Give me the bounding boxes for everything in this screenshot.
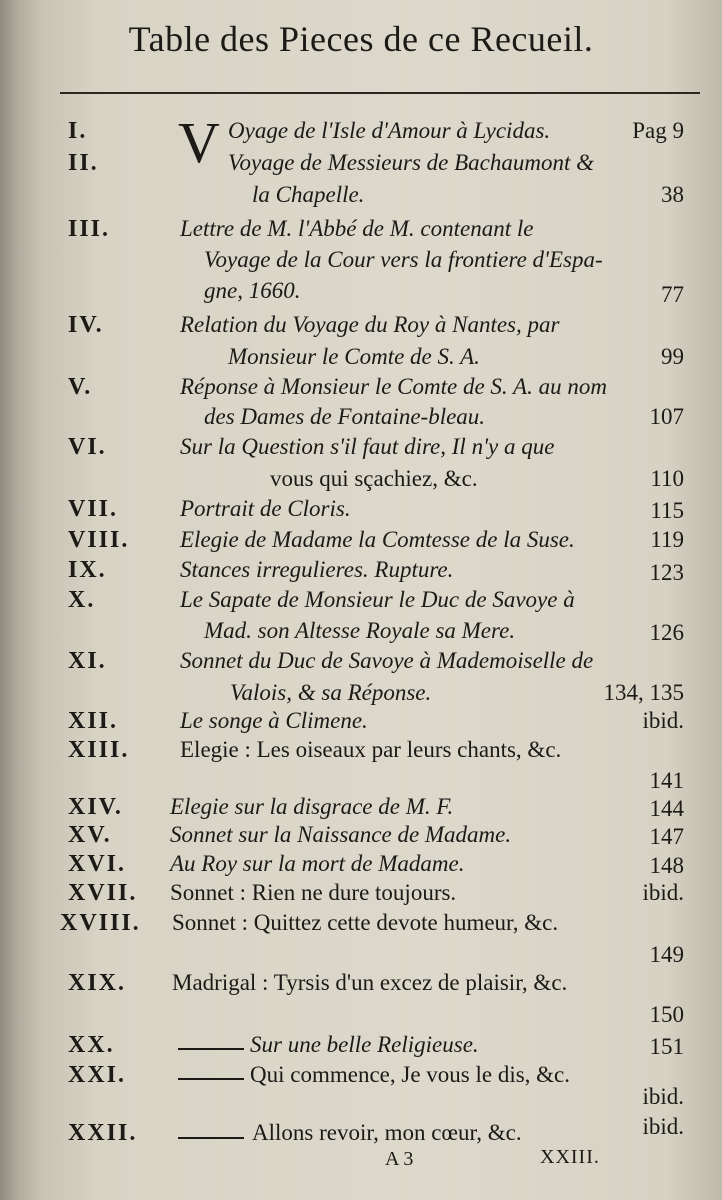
ditto-dash	[178, 1048, 244, 1050]
entry-title-line: Monsieur le Comte de S. A.	[228, 344, 480, 369]
entry-title-line: Elegie : Les oiseaux par leurs chants, &c.	[180, 737, 562, 762]
entry-number: XI.	[68, 648, 107, 674]
entry-title-line: Sonnet : Rien ne dure toujours.	[170, 880, 457, 905]
page-title: Table des Pieces de ce Recueil.	[128, 19, 594, 59]
entry-number: XX.	[68, 1032, 115, 1058]
entry-title-line: Elegie de Madame la Comtesse de la Suse.	[180, 527, 575, 552]
entry-number: X.	[68, 587, 96, 613]
entry-title-line: Sonnet sur la Naissance de Madame.	[170, 822, 512, 847]
entry-page: 151	[649, 1034, 684, 1059]
entry-title-line: Au Roy sur la mort de Madame.	[170, 851, 465, 876]
entry-number: XVI.	[68, 851, 127, 877]
entry-title-line: Allons revoir, mon cœur, &c.	[252, 1120, 522, 1145]
drop-cap: V	[178, 110, 220, 175]
entry-number: XXI.	[68, 1062, 127, 1088]
entry-number: III.	[68, 216, 111, 242]
entry-page: 147	[649, 824, 684, 849]
entry-number: VI.	[68, 434, 107, 460]
entry-title-line: Voyage de la Cour vers la frontiere d'Espa-	[204, 247, 603, 272]
entry-title-line: Sonnet : Quittez cette devote humeur, &c.	[172, 910, 559, 935]
entry-title-line: Réponse à Monsieur le Comte de S. A. au nom	[180, 374, 607, 399]
entry-title-line: Le Sapate de Monsieur le Duc de Savoye à	[180, 587, 575, 612]
entry-title-line: Le songe à Climene.	[180, 708, 368, 733]
entry-number: I.	[68, 118, 88, 144]
entry-title-line: Mad. son Altesse Royale sa Mere.	[204, 618, 516, 643]
entry-title-line: Elegie sur la disgrace de M. F.	[170, 794, 454, 819]
entry-number: VIII.	[68, 527, 130, 553]
entry-number: XIX.	[68, 970, 127, 996]
entry-page: 134, 135	[603, 680, 684, 705]
entry-number: XV.	[68, 822, 112, 848]
entry-page: 119	[650, 527, 684, 552]
entry-title-line: la Chapelle.	[252, 182, 365, 207]
entry-title-line: Stances irregulieres. Rupture.	[180, 557, 454, 582]
entry-page: 150	[649, 1002, 684, 1027]
entry-title-line: vous qui sçachiez, &c.	[270, 466, 478, 491]
entry-title-line: Valois, & sa Réponse.	[230, 680, 432, 705]
entry-title-line: Qui commence, Je vous le dis, &c.	[250, 1062, 571, 1087]
entry-number: VII.	[68, 496, 119, 522]
signature-mark: A 3	[385, 1148, 414, 1170]
entry-title-line: Sur une belle Religieuse.	[250, 1032, 479, 1057]
entry-number: IV.	[68, 312, 104, 338]
entry-title-line: Sonnet du Duc de Savoye à Mademoiselle de	[180, 648, 594, 673]
entry-page: Pag 9	[632, 118, 684, 143]
entry-title-line: Oyage de l'Isle d'Amour à Lycidas.	[228, 118, 551, 143]
entry-title-line: Relation du Voyage du Roy à Nantes, par	[180, 312, 560, 337]
entry-title-line: Madrigal : Tyrsis d'un excez de plaisir, &c.	[172, 970, 568, 995]
entry-page: ibid.	[642, 708, 684, 733]
entry-title-line: Voyage de Messieurs de Bachaumont &	[228, 150, 595, 175]
entry-title-line: Portrait de Cloris.	[180, 496, 351, 521]
entry-page: 110	[650, 466, 684, 491]
ditto-dash	[178, 1137, 244, 1139]
entry-number: XIV.	[68, 794, 123, 820]
entry-page: 148	[649, 853, 684, 878]
entry-number: II.	[68, 150, 99, 176]
entry-title-line: Sur la Question s'il faut dire, Il n'y a que	[180, 434, 555, 459]
entry-title-line: Lettre de M. l'Abbé de M. contenant le	[180, 216, 534, 241]
entry-page: 107	[649, 404, 684, 429]
entry-page: 141	[649, 768, 684, 793]
entry-page: ibid.	[642, 1114, 684, 1139]
entry-page: 115	[650, 498, 684, 523]
entry-page: 149	[649, 942, 684, 967]
entry-page: 77	[661, 282, 684, 307]
entry-number: XXII.	[68, 1120, 138, 1146]
entry-page: 126	[649, 620, 684, 645]
entry-number: V.	[68, 374, 93, 400]
entry-number: XVII.	[68, 880, 138, 906]
entry-title-line: des Dames de Fontaine-bleau.	[204, 404, 486, 429]
entry-number: XII.	[68, 708, 119, 734]
entry-number: XVIII.	[60, 910, 141, 936]
entry-number: XIII.	[68, 737, 130, 763]
entry-page: 38	[661, 182, 684, 207]
entry-page: 144	[649, 796, 684, 821]
catchword: XXIII.	[540, 1146, 600, 1168]
entry-number: IX.	[68, 557, 107, 583]
entry-page: 99	[661, 344, 684, 369]
entry-title-line: gne, 1660.	[204, 278, 301, 303]
entry-page: ibid.	[642, 1084, 684, 1109]
entry-page: 123	[649, 560, 684, 585]
entry-page: ibid.	[642, 880, 684, 905]
ditto-dash	[178, 1078, 244, 1080]
